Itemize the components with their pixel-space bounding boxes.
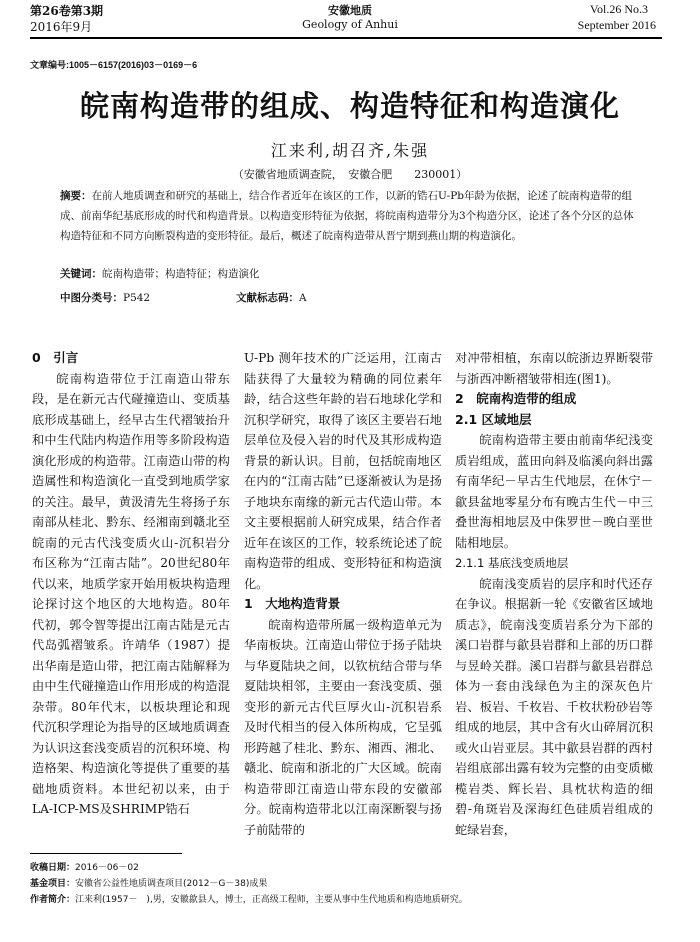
tectonic-setting-paragraph: 皖南构造带所属一级构造单元为华南板块。江南造山带位于扬子陆块与华夏陆块之间，以钦杭结合带与华夏陆块相邻，主要由一套浅变质、强变形的新元古代巨厚火山-沉积岩系及时代相当的侵入体所构成，它呈弧形跨越了桂北、黔东、湘西、湘北、赣北、皖南和浙北的广大区域。皖南构造带即江南造山带东段的安徽部分。皖南构造带北以江南深断裂与扬子前陆带的 [244, 617, 442, 837]
footnotes [30, 860, 468, 908]
body-column-3 [455, 348, 653, 840]
authors: 江来利,胡召齐,朱强 [270, 141, 430, 160]
tectonic-setting-cont: 对冲带相植，东南以皖浙边界断裂带与浙西冲断褶皱带相连(图1)。 [455, 351, 653, 386]
intro-paragraph-cont: U-Pb 测年技术的广泛运用，江南古陆获得了大量较为精确的同位素年龄，结合这些年龄的岩石地球化学和沉积学研究，取得了该区主要岩石地层单位及侵入岩的时代及其形成构造背景的新认识。目前，包括皖南地区在内的“江南古陆”已逐渐被认为是扬子地块东南缘的新元古代造山带。本文主要根据前人研究成果，结合作者近年在该区的工作，较系统论述了皖南构造带的组成、变形特征和构造演化。 [244, 351, 442, 591]
section-heading-tectonic-setting: 1 大地构造背景 [244, 596, 341, 611]
classification [60, 290, 307, 305]
clc-label: 中图分类号： [60, 292, 123, 304]
subsection-heading-strata: 2.1 区域地层 [455, 411, 532, 427]
body-column-1 [32, 348, 230, 820]
abstract-text: 在前人地质调查和研究的基础上，结合作者近年在该区的工作，以新的锆石U-Pb年龄为依据，论述了皖南构造带的组成、前南华纪基底形成的时代和构造背景。以构造变形特征为依据，将皖南构造带分为3个构造分区，论述了各个分区的总体构造特征和不同方向断裂构造的变形特征。最后，概述了皖南构造带从晋宁期到燕山期的构造演化。 [60, 190, 634, 242]
date-en: September 2016 [577, 18, 656, 32]
footnote-received: 收稿日期：2016－06－02 [30, 863, 139, 873]
subsubsection-heading-basement: 2.1.1 基底浅变质地层 [455, 556, 569, 570]
keywords-label: 关键词： [60, 268, 102, 280]
affiliation: （安徽省地质调查院， 安徽合肥 230001） [232, 168, 468, 181]
strata-paragraph: 皖南构造带主要由前南华纪浅变质岩组成，蓝田向斜及临溪向斜出露有南华纪－早古生代地层，在休宁－歙县盆地零星分布有晚古生代－中三叠世海相地层及中侏罗世－晚白垩世陆相地层。 [455, 433, 653, 550]
keywords-text: 皖南构造带；构造特征；构造演化 [102, 268, 260, 280]
footnote-rule [30, 853, 182, 854]
doc-code-label: 文献标志码： [236, 292, 299, 304]
abstract-label: 摘要： [60, 190, 92, 202]
intro-paragraph: 皖南构造带位于江南造山带东段，是在新元古代碰撞造山、变质基底形成基础上，经早古生代褶皱抬升和中生代陆内构造作用等多阶段构造演化形成的构造带。江南造山带的构造属性和构造演化一直受到地质学家的关注。最早，黄汲清先生将扬子东南部从桂北、黔东、经湘南到赣北至皖南的元古代浅变质火山-沉积岩分布区称为“江南古陆”。20世纪80年代以来，地质学家开始用板块构造理论探讨这个地区的大地构造。80年代初，郭令智等提出江南古陆是元古代岛弧褶皱系。许靖华（1987）提出华南是造山带，把江南古陆解释为由中生代碰撞造山作用形成的构造混杂带。80年代末，以板块理论和现代沉积学理论为指导的区域地质调查为认识这套浅变质岩的沉积环境、构造格架、构造演化等提供了重要的基础地质资料。本世纪初以来，由于LA-ICP-MS及SHRIMP锆石 [32, 371, 230, 816]
keywords [60, 266, 640, 281]
header-rule [30, 37, 662, 39]
article-number: 文章编号:1005－6157(2016)03－0169－6 [30, 60, 198, 70]
date-cn: 2016年9月 [30, 20, 93, 34]
section-heading-composition: 2 皖南构造带的组成 [455, 391, 577, 406]
doc-code-value: A [299, 292, 307, 304]
clc-value: P542 [123, 292, 151, 304]
body-column-2 [244, 348, 442, 840]
journal-cn: 安徽地质 [328, 4, 372, 17]
journal-en: Geology of Anhui [302, 18, 398, 31]
page-header [0, 0, 700, 36]
section-heading-intro: 0 引言 [32, 350, 79, 365]
abstract [60, 186, 640, 246]
volume-cn: 第26卷第3期 [30, 4, 104, 18]
paper-title: 皖南构造带的组成、构造特征和构造演化 [79, 89, 620, 123]
basement-paragraph: 皖南浅变质岩的层序和时代还存在争议。根据新一轮《安徽省区域地质志》，皖南浅变质岩系分为下部的溪口岩群与歙县岩群和上部的历口群与昱岭关群。溪口岩群与歙县岩群总体为一套由浅绿色为主的深灰色片岩、板岩、千枚岩、千枚状粉砂岩等组成的地层，其中含有火山碎屑沉积或火山岩亚层。其中歙县岩群的西村岩组底部出露有较为完整的由变质橄榄岩类、辉长岩、具枕状构造的细碧-角斑岩及深海红色硅质岩组成的蛇绿岩套， [455, 576, 653, 837]
volume-en: Vol.26 No.3 [589, 2, 648, 16]
footnote-fund: 基金项目：安徽省公益性地质调查项目(2012－G－38)成果 [30, 879, 268, 889]
footnote-author: 作者简介：江来利(1957－ ),男，安徽歙县人，博士，正高级工程师，主要从事中生代地质和构造地质研究。 [30, 895, 468, 905]
